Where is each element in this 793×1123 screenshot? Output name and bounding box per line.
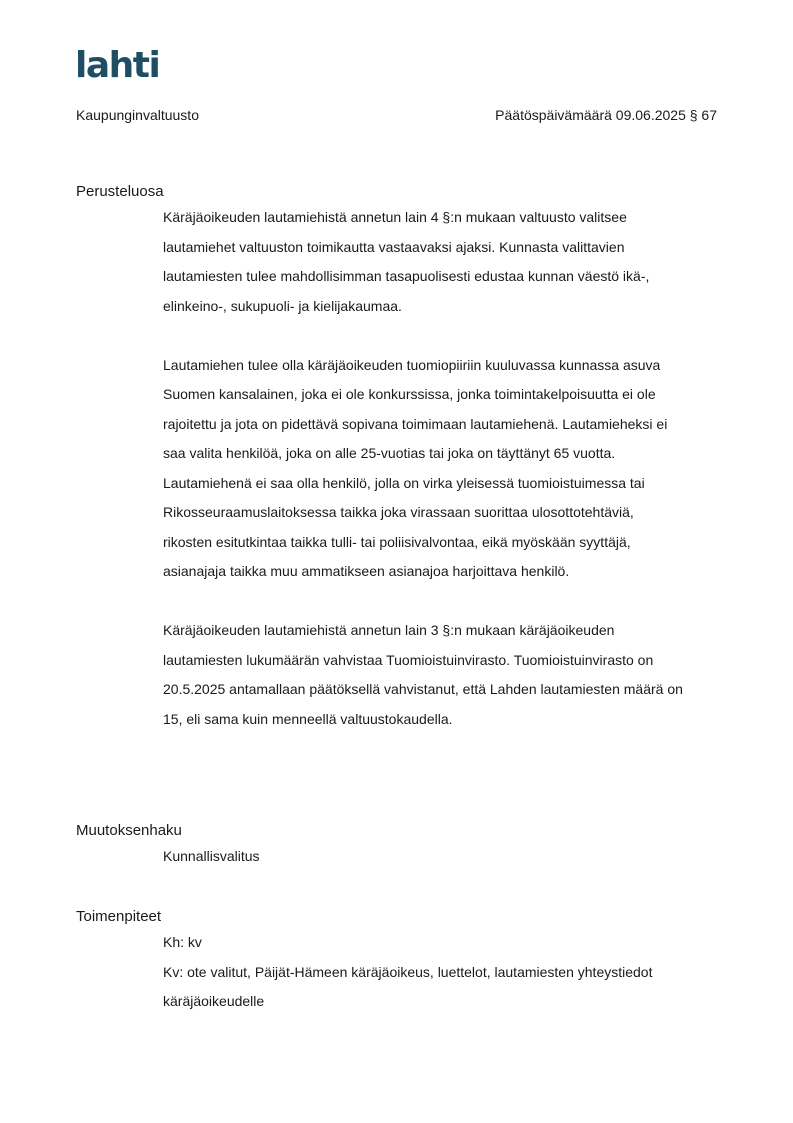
text-line: saa valita henkilöä, joka on alle 25-vuotias tai joka on täyttänyt 65 vuotta. <box>163 445 616 461</box>
text-line: käräjäoikeudelle <box>163 993 265 1009</box>
text-line: Käräjäoikeuden lautamiehistä annetun lain 3 §:n mukaan käräjäoikeuden <box>163 622 615 638</box>
decision-reference: Päätöspäivämäärä 09.06.2025 § 67 <box>495 107 717 123</box>
text-line: 20.5.2025 antamallaan päätöksellä vahvistanut, että Lahden lautamiesten määrä on <box>163 681 683 697</box>
text-line: Kv: ote valitut, Päijät-Hämeen käräjäoikeus, luettelot, lautamiesten yhteystiedot <box>163 963 653 980</box>
paragraph <box>163 616 723 734</box>
text-line: lautamiesten lukumäärän vahvistaa Tuomioistuinvirasto. Tuomioistuinvirasto on <box>163 651 654 668</box>
text-line: rikosten esitutkintaa taikka tulli- tai poliisivalvontaa, eikä myöskään syyttäjä, <box>163 533 631 550</box>
text-line: asianajaja taikka muu ammatikseen asianajoa harjoittava henkilö. <box>163 563 570 579</box>
text-line: Kunnallisvalitus <box>163 848 260 864</box>
text-line: Lautamiehen tulee olla käräjäoikeuden tuomiopiiriin kuuluvassa kunnassa asuva <box>163 356 661 373</box>
lahti-logo-mark <box>75 44 167 82</box>
text-line: rajoitettu ja jota on pidettävä sopivana toimimaan lautamiehenä. Lautamieheksi ei <box>163 415 668 432</box>
text-line: Lautamiehenä ei saa olla henkilö, jolla on virka yleisessä tuomioistuimessa tai <box>163 474 645 491</box>
section-heading-muutoksenhaku: Muutoksenhaku <box>76 822 182 839</box>
perusteluosa-body <box>163 203 723 734</box>
organ-name: Kaupunginvaltuusto <box>76 107 199 123</box>
svg-text:lahti: lahti <box>75 45 160 82</box>
text-line: lautamiehet valtuuston toimikautta vastaavaksi ajaksi. Kunnasta valittavien <box>163 238 625 255</box>
section-heading-toimenpiteet: Toimenpiteet <box>76 908 162 925</box>
text-line: Suomen kansalainen, joka ei ole konkurssissa, jonka toimintakelpoisuutta ei ole <box>163 386 656 402</box>
text-line: Kh: kv <box>163 934 202 950</box>
lahti-logo <box>75 44 167 82</box>
text-line: Rikosseuraamuslaitoksessa taikka joka virassaan suorittaa ulosottotehtäviä, <box>163 504 634 520</box>
toimenpiteet-body <box>163 928 723 1017</box>
text-line: lautamiesten tulee mahdollisimman tasapuolisesti edustaa kunnan väestö ikä-, <box>163 268 650 284</box>
text-line: 15, eli sama kuin menneellä valtuustokaudella. <box>163 710 453 727</box>
section-heading-perusteluosa: Perusteluosa <box>76 183 164 200</box>
muutoksenhaku-body <box>163 842 723 872</box>
paragraph <box>163 351 723 587</box>
paragraph <box>163 203 723 321</box>
text-line: Käräjäoikeuden lautamiehistä annetun lain 4 §:n mukaan valtuusto valitsee <box>163 209 627 225</box>
text-line: elinkeino-, sukupuoli- ja kielijakaumaa. <box>163 297 402 314</box>
